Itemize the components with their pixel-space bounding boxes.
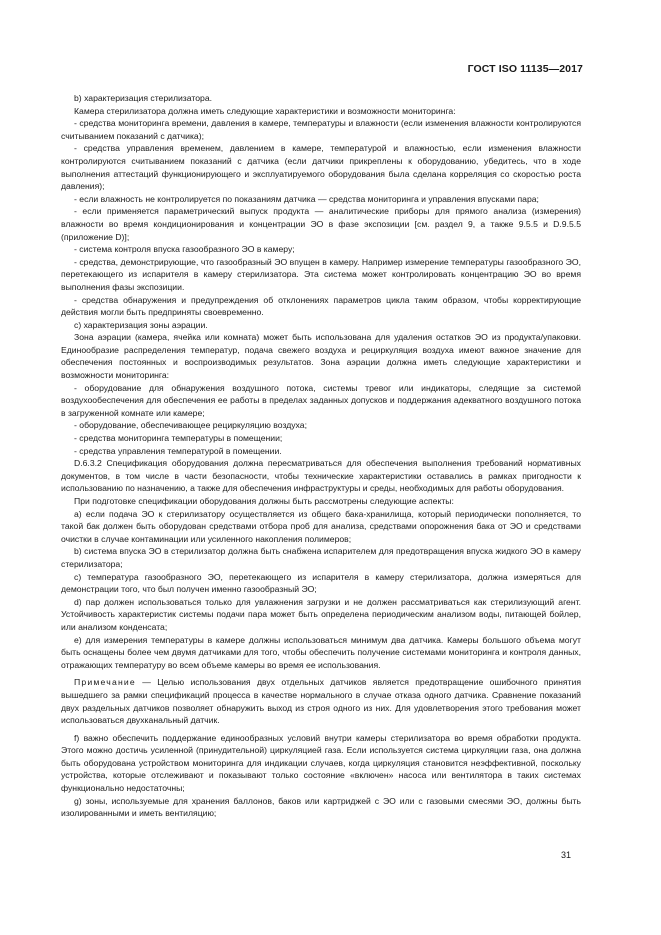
list-item: b) система впуска ЭО в стерилизатор должна быть снабжена испарителем для предотвращения впуска жидкого ЭО в камеру стерилизатора; <box>61 546 581 569</box>
document-body <box>61 92 581 820</box>
list-item: - средства управления временем, давлением в камере, температурой и влажностью, если изменения влажности контролируются считыванием показаний с датчика (если датчики прикреплены к оборудованию, убедитесь, что в ходе выполнения аттестаций функционирующего и эксплуатируемого оборудования была сделана корреляция со скоростью роста давления); <box>61 143 581 192</box>
paragraph: c) характеризация зоны аэрации. <box>74 319 208 330</box>
list-item: g) зоны, используемые для хранения баллонов, баков или картриджей с ЭО или с газовыми смесями ЭО, должны быть изолированными и иметь вентиляцию; <box>61 795 581 819</box>
note-paragraph <box>61 676 581 726</box>
list-item: - оборудование, обеспечивающее рециркуляцию воздуха; <box>74 420 307 431</box>
list-item: a) если подача ЭО к стерилизатору осуществляется из общего бака-хранилища, который периодически пополняется, то такой бак должен быть оборудован средствами отбора проб для анализа, средствами опорожнения бака от ЭО и средствами очистки в случае контаминации или усиленного накопления полимеров; <box>61 508 581 544</box>
list-item: - система контроля впуска газообразного ЭО в камеру; <box>74 244 295 255</box>
paragraph: При подготовке спецификации оборудования должны быть рассмотрены следующие аспекты: <box>74 496 454 506</box>
standard-header: ГОСТ ISO 11135—2017 <box>467 63 583 75</box>
note-text: — Целью использования двух отдельных датчиков является предотвращение ошибочного принятия вышедшего за рамки спецификаций процесса в качестве нормального в случае отказа одного датчика. Сравнение показаний двух раздельных датчиков позволяет обнаружить выход из строя одного из них. Для удовлетворения этого требования может использоваться двухканальный датчик. <box>61 677 581 726</box>
paragraph: b) характеризация стерилизатора. <box>74 93 213 103</box>
list-item: d) пар должен использоваться только для увлажнения загрузки и не должен рассматриваться как стерилизующий агент. Устойчивость характеристик системы подачи пара может быть определена периодическим анализом воды, питающей бойлер, или анализом конденсата; <box>61 596 581 632</box>
list-item: f) важно обеспечить поддержание единообразных условий внутри камеры стерилизатора во время обработки продукта. Этого можно достичь усиленной (принудительной) циркуляцией газа. Если используется система циркуляции газа, она должна быть оборудована устройством мониторинга для индикации случаев, когда циркуляция становится неэффективной, поскольку устройства, которые отслеживают и показывают только состояние «включен» насоса или вентилятора в таких системах функционально недостаточны; <box>61 732 581 794</box>
list-item: - средства мониторинга температуры в помещении; <box>74 433 283 444</box>
list-item: - средства, демонстрирующие, что газообразный ЭО впущен в камеру. Например измерение температуры газообразного ЭО, перетекающего из испарителя в камеру стерилизатора. Эта система может контролировать концентрацию ЭО во время выполнения фазы экспозиции. <box>61 256 581 292</box>
paragraph: Камера стерилизатора должна иметь следующие характеристики и возможности мониторинга: <box>74 105 456 116</box>
list-item: - средства управления температурой в помещении. <box>74 445 282 456</box>
list-item: - средства обнаружения и предупреждения об отклонениях параметров цикла таким образом, чтобы корректирующие действия могли быть предприняты своевременно. <box>61 294 581 318</box>
list-item: - оборудование для обнаружения воздушного потока, системы тревог или индикаторы, следящие за системой воздухообеспечения для обеспечения ее работы в пределах заданных допусков и поддержания адекватного воздушного потока в загруженной комнате или камере; <box>61 382 581 418</box>
paragraph: D.6.3.2 Спецификация оборудования должна пересматриваться для обеспечения выполнения требований нормативных документов, в том числе в части безопасности, чтобы технические характеристики оставались в рамках пригодности к использованию по назначению, а также для обеспечения инфраструктуры и среды, необходимых для работы оборудования. <box>61 458 581 494</box>
list-item: - средства мониторинга времени, давления в камере, температуры и влажности (если изменения влажности контролируются считыванием показаний с датчика); <box>61 118 581 141</box>
list-item: - если влажность не контролируется по показаниям датчика — средства мониторинга и управления впусками пара; <box>74 193 539 204</box>
paragraph: Зона аэрации (камера, ячейка или комната) может быть использована для удаления остатков ЭО из продукта/упаковки. Единообразие распределения температур, подача свежего воздуха и рециркуляция воздуха имеют важное значение для обеспечения постоянных и воспроизводимых результатов. Зона аэрации должна иметь следующие характеристики и возможности мониторинга: <box>61 332 581 381</box>
list-item: e) для измерения температуры в камере должны использоваться минимум два датчика. Камеры большого объема могут быть оснащены более чем двумя датчиками для того, чтобы обеспечить получение системами мониторинга и контроля данных, отражающих температуру во всем объеме камеры во время ее использования. <box>61 634 581 670</box>
note-label: Примечание <box>74 677 136 688</box>
list-item: c) температура газообразного ЭО, перетекающего из испарителя в камеру стерилизатора, должна измеряться для демонстрации того, что был получен именно газообразный ЭО; <box>61 571 581 595</box>
list-item: - если применяется параметрический выпуск продукта — аналитические приборы для прямого анализа (измерения) влажности во время кондиционирования и концентрации ЭО в фазе экспозиции [см. раздел 9, а также 9.5.5 и D.9.5.5 (приложение D)]; <box>61 206 581 242</box>
page-number: 31 <box>560 850 571 860</box>
